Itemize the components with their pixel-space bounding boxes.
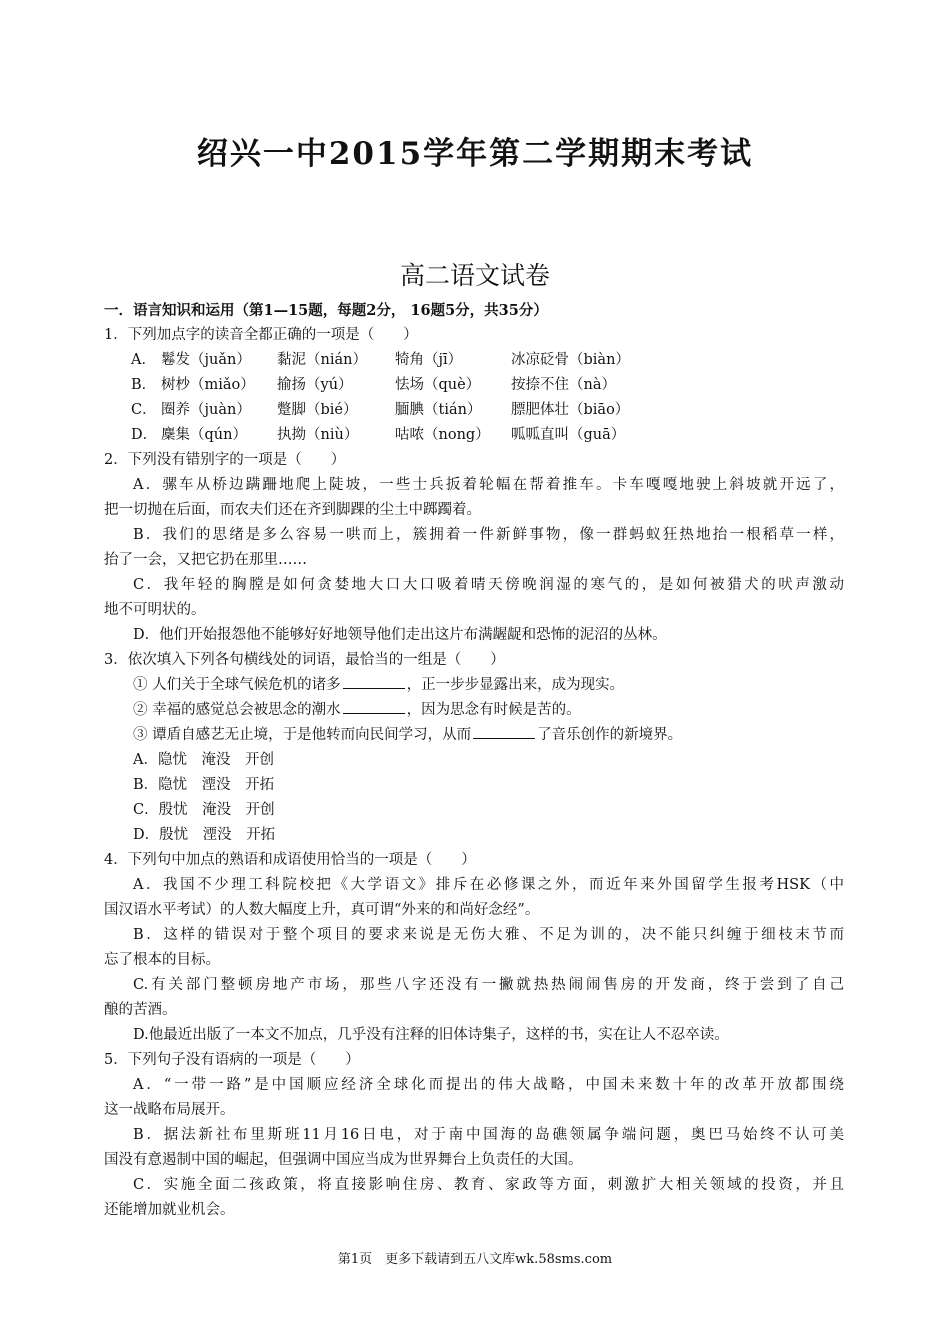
- q1-option-a: [104, 348, 844, 373]
- option-word: 冰凉砭骨（biàn）: [511, 352, 630, 368]
- option-letter: A．: [131, 352, 156, 368]
- sentence-part: ，因为思念有时候是苦的。: [406, 702, 581, 718]
- q3-sentence-3: [104, 723, 844, 748]
- q3-option-b: B．隐忧 湮没 开拓: [133, 777, 275, 793]
- q4-option-b-line1: B．这样的错误对于整个项目的要求来说是无伤大雅、不足为训的，决不能只纠缠于细枝末节而: [133, 927, 844, 943]
- option-word: 膘肥体壮（biāo）: [511, 402, 630, 418]
- q5-option-c-line1: C．实施全面二孩政策，将直接影响住房、教育、家政等方面，刺激扩大相关领域的投资，并且: [133, 1177, 844, 1193]
- sentence-part: ，正一步步显露出来，成为现实。: [406, 677, 625, 693]
- q3-option-d: D．殷忧 湮没 开拓: [133, 827, 276, 843]
- q4-option-c-line2: 酿的苦酒。: [104, 1002, 177, 1018]
- q5-option-b-line1: B．据法新社布里斯班11月16日电，对于南中国海的岛礁领属争端问题，奥巴马始终不认可美: [133, 1127, 844, 1143]
- exam-subtitle: 高二语文试卷: [399, 261, 550, 290]
- q4-option-b-line2: 忘了根本的目标。: [104, 952, 220, 968]
- section-heading: 一．语言知识和运用（第1—15题，每题2分， 16题5分，共35分）: [104, 302, 548, 319]
- q4-option-a-line1: A．我国不少理工科院校把《大学语文》排斥在必修课之外，而近年来外国留学生报考HSK（中: [133, 877, 844, 893]
- option-letter: D．: [131, 427, 158, 443]
- option-word: 按捺不住（nà）: [511, 377, 616, 393]
- sentence-part: ② 幸福的感觉总会被思念的潮水: [133, 702, 341, 718]
- q4-option-d: D.他最近出版了一本文不加点，几乎没有注释的旧体诗集子，这样的书，实在让人不忍卒读。: [133, 1027, 729, 1043]
- fill-blank: [343, 699, 405, 714]
- q3-option-c: C．殷忧 淹没 开创: [133, 802, 275, 818]
- q3-sentence-2: [104, 698, 844, 723]
- q5-option-c-line2: 还能增加就业机会。: [104, 1202, 235, 1218]
- fill-blank: [343, 674, 405, 689]
- option-word: 麇集（qún）: [161, 427, 247, 443]
- option-word: 黏泥（nián）: [277, 352, 367, 368]
- q2-option-b-line1: B．我们的思绪是多么容易一哄而上，簇拥着一件新鲜事物，像一群蚂蚁狂热地抬一根稻草一样，: [133, 527, 844, 543]
- q5-stem: 5．下列句子没有语病的一项是（ ）: [104, 1052, 360, 1068]
- option-word: 蹩脚（bié）: [277, 402, 358, 418]
- q4-option-c-line1: C.有关部门整顿房地产市场，那些八字还没有一撇就热热闹闹售房的开发商，终于尝到了自己: [133, 977, 844, 993]
- q5-option-a-line1: A．“一带一路”是中国顺应经济全球化而提出的伟大战略，中国未来数十年的改革开放都围绕: [133, 1077, 844, 1093]
- option-word: 执拗（niù）: [277, 427, 359, 443]
- option-word: 犄角（jī）: [395, 352, 463, 368]
- q3-option-a: A．隐忧 淹没 开创: [133, 752, 274, 768]
- q4-stem: 4．下列句中加点的熟语和成语使用恰当的一项是（ ）: [104, 852, 476, 868]
- q1-option-d: [104, 423, 844, 448]
- q5-option-b-line2: 国没有意遏制中国的崛起，但强调中国应当成为世界舞台上负责任的大国。: [104, 1152, 583, 1168]
- option-word: 腼腆（tián）: [395, 402, 482, 418]
- option-letter: B．: [131, 377, 157, 393]
- q1-option-b: [104, 373, 844, 398]
- sentence-part: ① 人们关于全球气候危机的诸多: [133, 677, 341, 693]
- fill-blank: [473, 724, 535, 739]
- q1-option-c: [104, 398, 844, 423]
- option-word: 揄扬（yú）: [277, 377, 353, 393]
- q2-option-a-line2: 把一切抛在后面，而农夫们还在齐到脚踝的尘土中踯躅着。: [104, 502, 481, 518]
- option-word: 怯场（què）: [395, 377, 481, 393]
- q2-option-b-line2: 抬了一会，又把它扔在那里……: [104, 552, 307, 568]
- q1-stem: 1．下列加点字的读音全都正确的一项是（ ）: [104, 327, 418, 343]
- q3-stem: 3．依次填入下列各句横线处的词语，最恰当的一组是（ ）: [104, 652, 505, 668]
- sentence-part: ③ 谭盾自感艺无止境，于是他转而向民间学习，从而: [133, 727, 472, 743]
- option-word: 树杪（miǎo）: [161, 377, 255, 393]
- exam-title: 绍兴一中2015学年第二学期期末考试: [196, 136, 754, 172]
- q2-option-a-line1: A．骡车从桥边蹒跚地爬上陡坡，一些士兵扳着轮幅在帮着推车。卡车嘎嘎地驶上斜坡就开远了，: [133, 477, 844, 493]
- exam-content: [104, 298, 844, 1223]
- q5-option-a-line2: 这一战略布局展开。: [104, 1102, 235, 1118]
- option-letter: C．: [131, 402, 157, 418]
- option-word: 咕哝（nong）: [395, 427, 490, 443]
- option-word: 呱呱直叫（guā）: [511, 427, 626, 443]
- option-word: 圈养（juàn）: [161, 402, 251, 418]
- q2-option-c-line1: C．我年轻的胸膛是如何贪婪地大口大口吸着晴天傍晚润湿的寒气的，是如何被猎犬的吠声激动: [133, 577, 844, 593]
- q3-sentence-1: [104, 673, 844, 698]
- q4-option-a-line2: 国汉语水平考试）的人数大幅度上升，真可谓“外来的和尚好念经”。: [104, 902, 540, 918]
- q2-option-c-line2: 地不可明状的。: [104, 602, 206, 618]
- option-word: 鬈发（juǎn）: [161, 352, 251, 368]
- page-footer: 第1页 更多下载请到五八文库wk.58sms.com: [337, 1252, 613, 1267]
- sentence-part: 了音乐创作的新境界。: [537, 727, 683, 743]
- q2-stem: 2．下列没有错别字的一项是（ ）: [104, 452, 346, 468]
- q2-option-d: D．他们开始报怨他不能够好好地领导他们走出这片布满龌龊和恐怖的泥沼的丛林。: [133, 627, 667, 643]
